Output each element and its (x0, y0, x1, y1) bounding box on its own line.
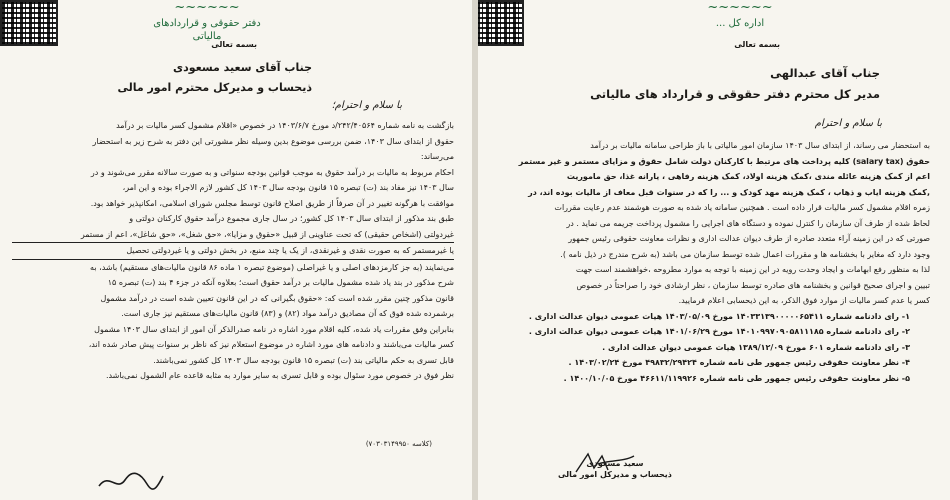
body-line: می‌رساند: (420, 152, 454, 161)
body-line: زمره اقلام مشمول کسر مالیات قرار داده است . همچنین سامانه یاد شده به صورت هوشمند عدم رعایت مقررات (554, 203, 930, 212)
signature-name: سعید مسعودی (586, 459, 644, 468)
right-bismillah: بسمه تعالی (734, 40, 780, 49)
body-line: حقوق از ابتدای سال ۱۴۰۳، ضمن بررسی موضوع بدین وسیله نظر مشورتی این دفتر به شرح زیر به استحضار (92, 136, 454, 146)
qr-code-icon (0, 0, 58, 46)
body-line: برشمرده شده فوق که آن مصادیق درآمد مواد (۸۲) و (۸۳) قانون مالیات‌های مستقیم نیز جاری است. (121, 309, 454, 318)
list-item: ۱- رای دادنامه شماره ۱۴۰۳۳۱۳۹۰۰۰۰۰۶۵۴۱۱ مورخ ۱۴۰۳/۰۵/۰۹ هیات عمومی دیوان عدالت اداری . (528, 311, 910, 321)
left-letterhead-text: دفتر حقوقی و قراردادهای مالیاتی (153, 17, 261, 42)
left-addressee: جناب آقای سعید مسعودی (173, 61, 312, 74)
qr-code-icon (478, 0, 524, 46)
body-line: شرح مذکور در بند یاد شده مشمول مالیات بر درآمد حقوق است؛ بعلاوه آنکه در جزء ۴ بند (ت) تبصره ۱۵ (107, 278, 454, 287)
signature-title: ذیحساب و مدیرکل امور مالی (558, 470, 672, 480)
right-addressee-block (590, 63, 880, 104)
logo-emblem: ~~~~~~ (174, 0, 240, 15)
list-item: ۲- رای دادنامه شماره ۱۴۰۱۰۹۹۷۰۹۰۵۸۱۱۱۸۵ مورخ ۱۴۰۱/۰۶/۲۹ هیات عمومی دیوان عدالت اداری . (528, 327, 910, 336)
body-line: به استحضار می رساند، از ابتدای سال ۱۴۰۳ سازمان امور مالیاتی با باز طراحی سامانه مالیات بر درآمد (590, 141, 930, 150)
right-letter-page (478, 0, 950, 500)
body-line: صورتی که در این زمینه آراء متعدد صادره از طرف دیوان عدالت اداری و نظرات معاونت حقوقی رئیس جمهور (568, 234, 930, 243)
body-line: تبیین و اجرای صحیح قوانین و بخشنامه های صادره توسط سازمان ، نظر ارشادی خود را صراحتاً در خصوص (576, 280, 930, 290)
list-item: ۴- نظر معاونت حقوقی رئیس جمهور طی نامه شماره ۴۹۸۳۲/۲۹۴۲۴ مورخ ۱۴۰۳/۰۲/۲۴ . (568, 358, 910, 367)
left-letterhead-logo (142, 0, 272, 43)
body-line: کسر مالیات می‌باشند و دادنامه های مورد اشاره در موضوع استعلام نیز که ناظر بر سنوات پیش صادر شده اند، (88, 340, 454, 349)
body-line: اعم از کمک هزینه عائله مندی ،کمک هزینه اولاد، کمک هزینه رفاهی ، یارانه غذا، حق ماموریت (566, 172, 930, 181)
body-line: یا غیرمستمر که به صورت نقدی و غیرنقدی، از یک یا چند منبع، در بخش دولتی و یا غیردولتی تحصیل (12, 243, 454, 260)
body-line: حقوق (salary tax) کلیه پرداخت های مرتبط با کارکنان دولت شامل حقوق و مزایای مستمر و غیر مستمر (518, 156, 930, 166)
body-line: نظر فوق در خصوص مورد سئوال بوده و قابل تسری به سایر موارد به مثابه قاعده عام الشمول نمی‌باشد. (105, 371, 454, 380)
logo-emblem: ~~~~~~ (707, 0, 773, 15)
right-salutation: با سلام و احترام (814, 118, 882, 129)
list-item: ۳- رای دادنامه شماره ۶۰۱ مورخ ۱۳۸۹/۱۲/۰۹ هیات عمومی دیوان عدالت اداری . (602, 342, 910, 352)
body-line: بنابراین وفق مقررات یاد شده، کلیه اقلام مورد اشاره در نامه صدرالذکر آن امور از ابتدای سال ۱۴۰۳ مشمول (94, 324, 454, 334)
body-line: ,کمک هزینه ایاب و ذهاب ، کمک هزینه مهد کودک و ... را که در سنوات قبل معاف از مالیات بوده اند، در (528, 187, 930, 197)
body-line: کسر یا عدم کسر مالیات از موارد فوق الذکر، به این ذیحسابی اعلام فرمایید. (678, 296, 930, 305)
body-line: غیردولتی (اشخاص حقیقی) که تحت عناوینی از قبیل «حقوق و مزایا»، «حق شغل»، «حق شاغل»، اعم از مستمر (12, 227, 454, 244)
body-line: موافقت با هرگونه تغییر در آن صرفاً از طریق اصلاح قانون توسط مجلس شورای اسلامی، امکانپذیر خواهد بود. (90, 198, 454, 208)
left-footer-ref: (کلاسه ۷۰۳۰۳۱۴۹۹۵۰) (365, 440, 432, 448)
body-line: قانون مذکور چنین مقرر شده است که: «حقوق بگیرانی که در این قانون تعیین شده است در درآمد مشمول (100, 293, 454, 303)
body-line: سال ۱۴۰۳ نیز مفاد بند (ت) تبصره ۱۵ قانون بودجه سال ۱۴۰۳ کل کشور لازم الاجراء بوده و این امر، (122, 183, 454, 192)
left-letter-page (0, 0, 472, 500)
right-body (504, 138, 930, 386)
left-signature-scribble (95, 468, 165, 494)
right-signature-scribble (568, 450, 638, 476)
body-line: وجود دارد که مغایر با بخشنامه ها و مقررات اعمال شده توسط سازمان می باشد (به شرح مندرج در ذیل نامه ). (560, 249, 930, 259)
left-salutation: با سلام و احترام؛ (331, 100, 402, 111)
body-line: قابل تسری به حکم مالیاتی بند (ت) تبصره ۱۵ قانون بودجه سال ۱۴۰۳ کل کشور نمی‌باشند. (153, 355, 454, 365)
body-line: می‌نمایند (به جز کارمزدهای اصلی و یا غیراصلی (موضوع تبصره ۱ ماده ۸۶ قانون مالیات‌های مستقیم) باشد، به (90, 262, 454, 272)
right-addressee-title: مدیر کل محترم دفتر حقوقی و قرارداد های مالیاتی (590, 86, 880, 101)
list-item: ۵- نظر معاونت حقوقی رئیس جمهور طی نامه شماره ۴۶۶۱۱/۱۱۹۹۲۶ مورخ ۱۴۰۰/۱۰/۰۵ . (563, 373, 910, 383)
body-line: بازگشت به نامه شماره ۲۴۲/۴۰۵۶۴/د مورخ ۱۴۰۳/۶/۷ در خصوص «اقلام مشمول کسر مالیات بر درآمد (116, 121, 454, 130)
right-letterhead-text: اداره کل ... (715, 17, 765, 29)
left-body (12, 118, 454, 384)
right-letterhead-logo (680, 0, 800, 30)
body-line: طبق بند مذکور از ابتدای سال ۱۴۰۳ کل کشور؛ در سال جاری مجموع درآمد حقوق کارکنان دولتی و (129, 214, 454, 223)
body-line: لذا به منظور رفع ابهامات و ایجاد وحدت رویه در این زمینه با توجه به موارد مطروحه ،خواهشمند است جهت (575, 265, 930, 274)
body-line: لحاظ شده از طرف آن سازمان را کنترل نموده و دستگاه های اجرایی را مشمول پرداخت جریمه می نماید . در (566, 218, 930, 228)
right-addressee: جناب آقای عبدالهی (770, 66, 880, 80)
left-addressee-title: ذیحساب و مدیرکل محترم امور مالی (117, 80, 312, 94)
left-addressee-block (117, 58, 312, 98)
left-bismillah: بسمه تعالی (211, 40, 257, 49)
body-line: احکام مربوط به مالیات بر درآمد حقوق به موجب قوانین بودجه سنواتی و به صورت سالانه مقرر می‌شوند و در (90, 167, 454, 177)
